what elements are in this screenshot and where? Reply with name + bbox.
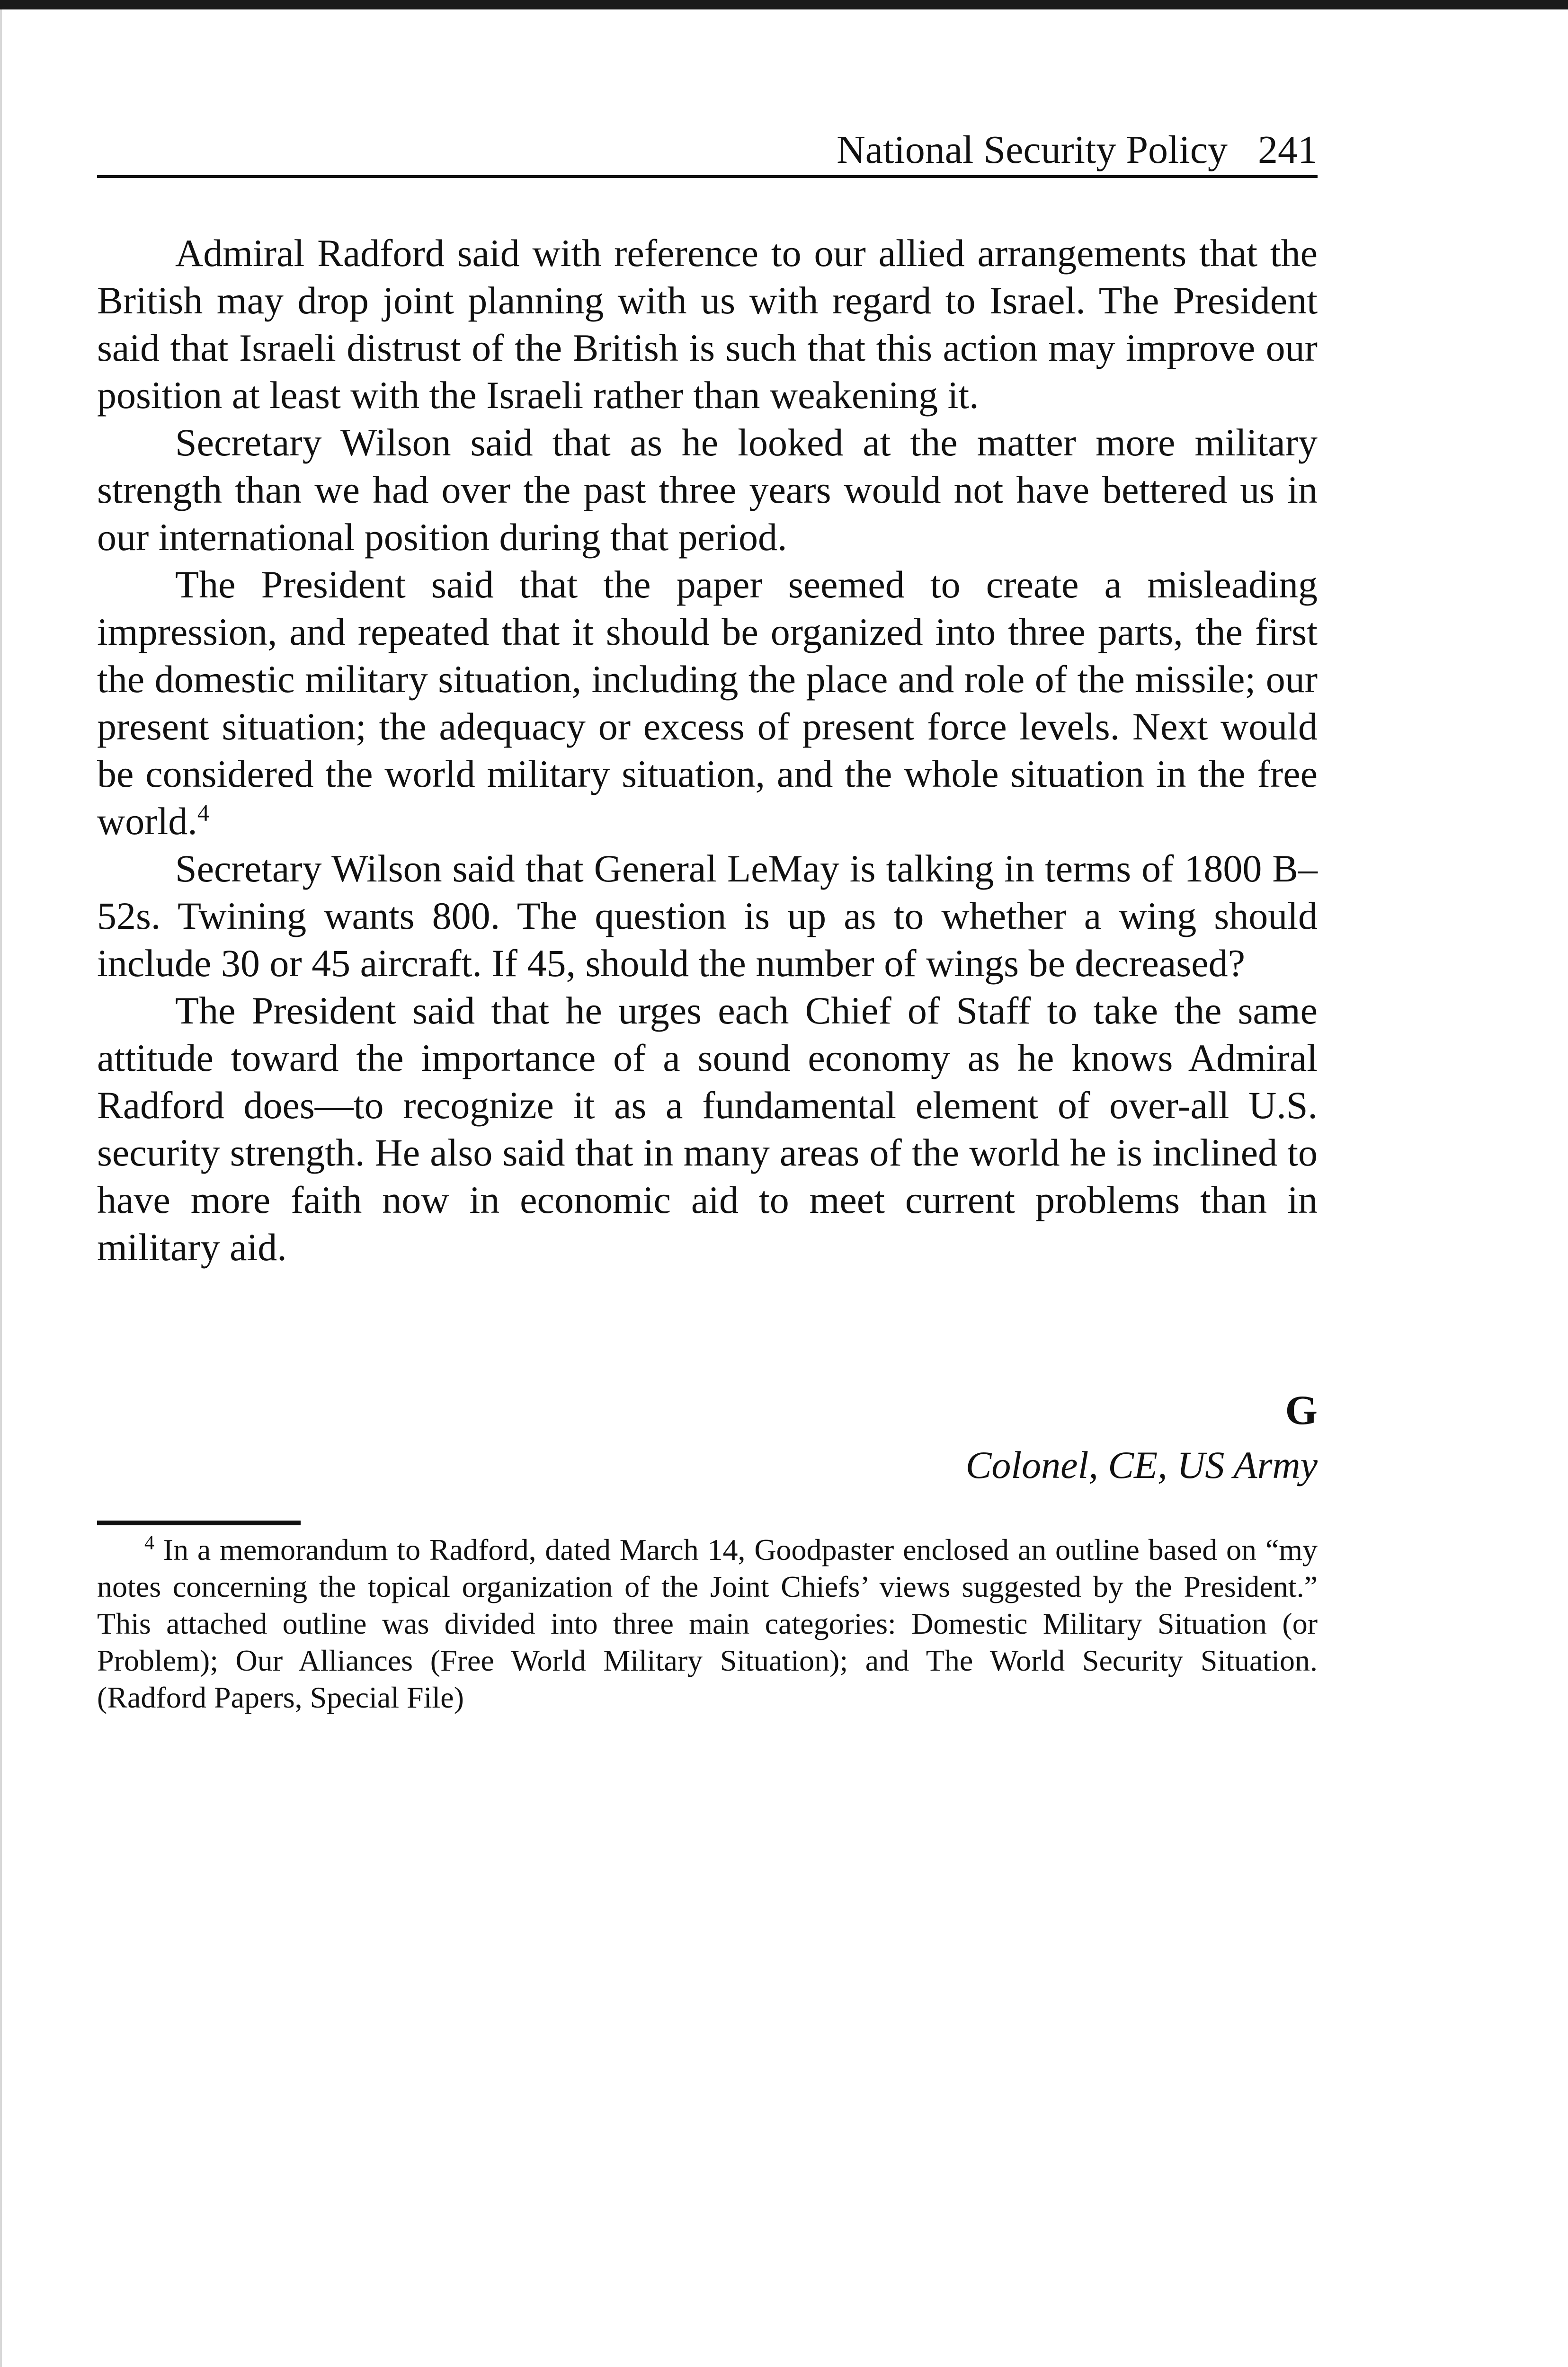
header-rule (97, 175, 1318, 178)
footnote-marker: 4 (144, 1532, 154, 1554)
signature-block (749, 1382, 1318, 1491)
page-number: 241 (1258, 128, 1318, 172)
running-head (97, 124, 1318, 176)
paragraph: The President said that he urges each Chief of Staff to take the same attitude toward the importance of a sound economy as he knows Admiral Radford does—to recognize it as a fundamental element of over-all U.S. security strength. He also said that in many areas of the world he is inclined to have more faith now in economic aid to meet current problems than in military aid. (97, 989, 1318, 1269)
running-title: National Security Policy (837, 128, 1228, 172)
signature-initial: G (1285, 1388, 1318, 1433)
paragraph: The President said that the paper seemed to create a misleading impression, and repeated that it should be organized into three parts, the first the domestic military situation, including the place and role of the missile; our present situation; the adequacy or excess of present force levels. Next would be considered the world military situation, and the whole situation in the free world.$^4$ (97, 563, 1318, 843)
footnote-text: In a memorandum to Radford, dated March 14, Goodpaster enclosed an outline based on “my notes concerning the topical organization of the Joint Chiefs’ views suggested by the President.” This attached outline was divided into three main categories: Domestic Military Situation (or Problem); Our Alliances (Free World Military Situation); and The World Security Situation. (Radford Papers, Special File) (97, 1533, 1318, 1714)
footnote-rule (97, 1521, 301, 1525)
footnote-reference: 4 (197, 799, 209, 826)
scan-top-edge (0, 0, 1568, 9)
paragraph: Admiral Radford said with reference to our allied arrangements that the British may drop joint planning with us with regard to Israel. The President said that Israeli distrust of the British is such that this action may improve our position at least with the Israeli rather than weakening it. (97, 231, 1318, 417)
paragraph: Secretary Wilson said that General LeMay is talking in terms of 1800 B–52s. Twining wants 800. The question is up as to whether a wing should include 30 or 45 aircraft. If 45, should the number of wings be decreased? (97, 847, 1318, 985)
footnote (97, 1531, 1318, 1716)
body-text (97, 230, 1318, 1271)
paragraph: Secretary Wilson said that as he looked at the matter more military strength than we had over the past three years would not have bettered us in our international position during that period. (97, 421, 1318, 559)
scan-left-edge (0, 9, 2, 2367)
signature-title: Colonel, CE, US Army (965, 1443, 1318, 1486)
